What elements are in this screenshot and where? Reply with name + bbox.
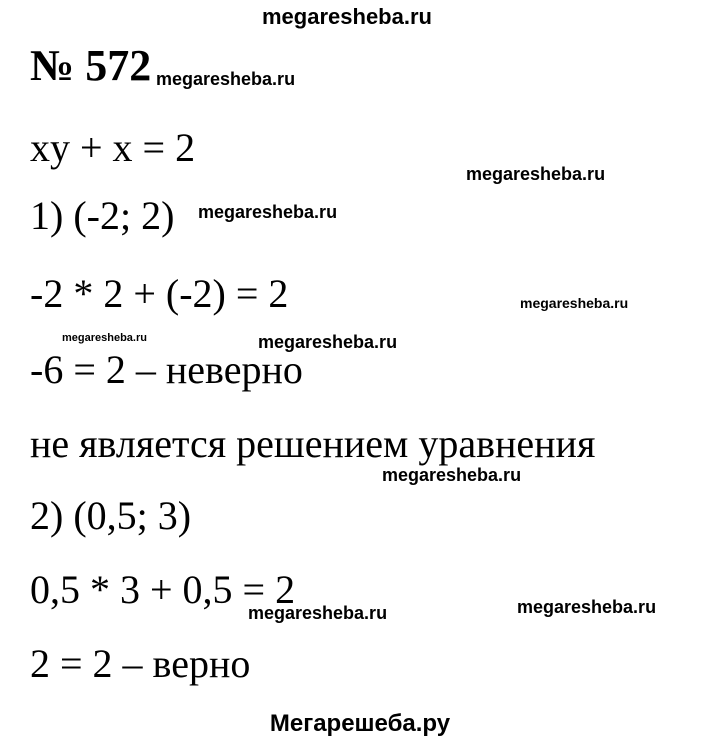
footer-site-name: Мегарешеба.ру [269,710,451,737]
watermark: megaresheba.ru [248,603,388,623]
item1-substitution: -2 * 2 + (-2) = 2 [30,271,289,316]
watermark: megaresheba.ru [520,295,629,311]
problem-number: № 572 [30,41,152,90]
item1-conclusion: не является решением уравнения [30,421,596,466]
watermark: megaresheba.ru [517,597,657,617]
item2-result: 2 = 2 – верно [30,641,251,686]
watermark: megaresheba.ru [198,202,338,222]
watermark-top: megaresheba.ru [262,4,432,29]
item1-header: 1) (-2; 2) [30,193,175,238]
watermark: megaresheba.ru [156,69,296,89]
watermark: megaresheba.ru [258,332,398,352]
watermark: megaresheba.ru [382,465,522,485]
item1-result: -6 = 2 – неверно [30,347,303,392]
watermark: megaresheba.ru [466,164,606,184]
item2-substitution: 0,5 * 3 + 0,5 = 2 [30,567,296,612]
item2-header: 2) (0,5; 3) [30,493,192,538]
watermark: megaresheba.ru [62,332,147,344]
equation: xy + x = 2 [30,125,196,170]
